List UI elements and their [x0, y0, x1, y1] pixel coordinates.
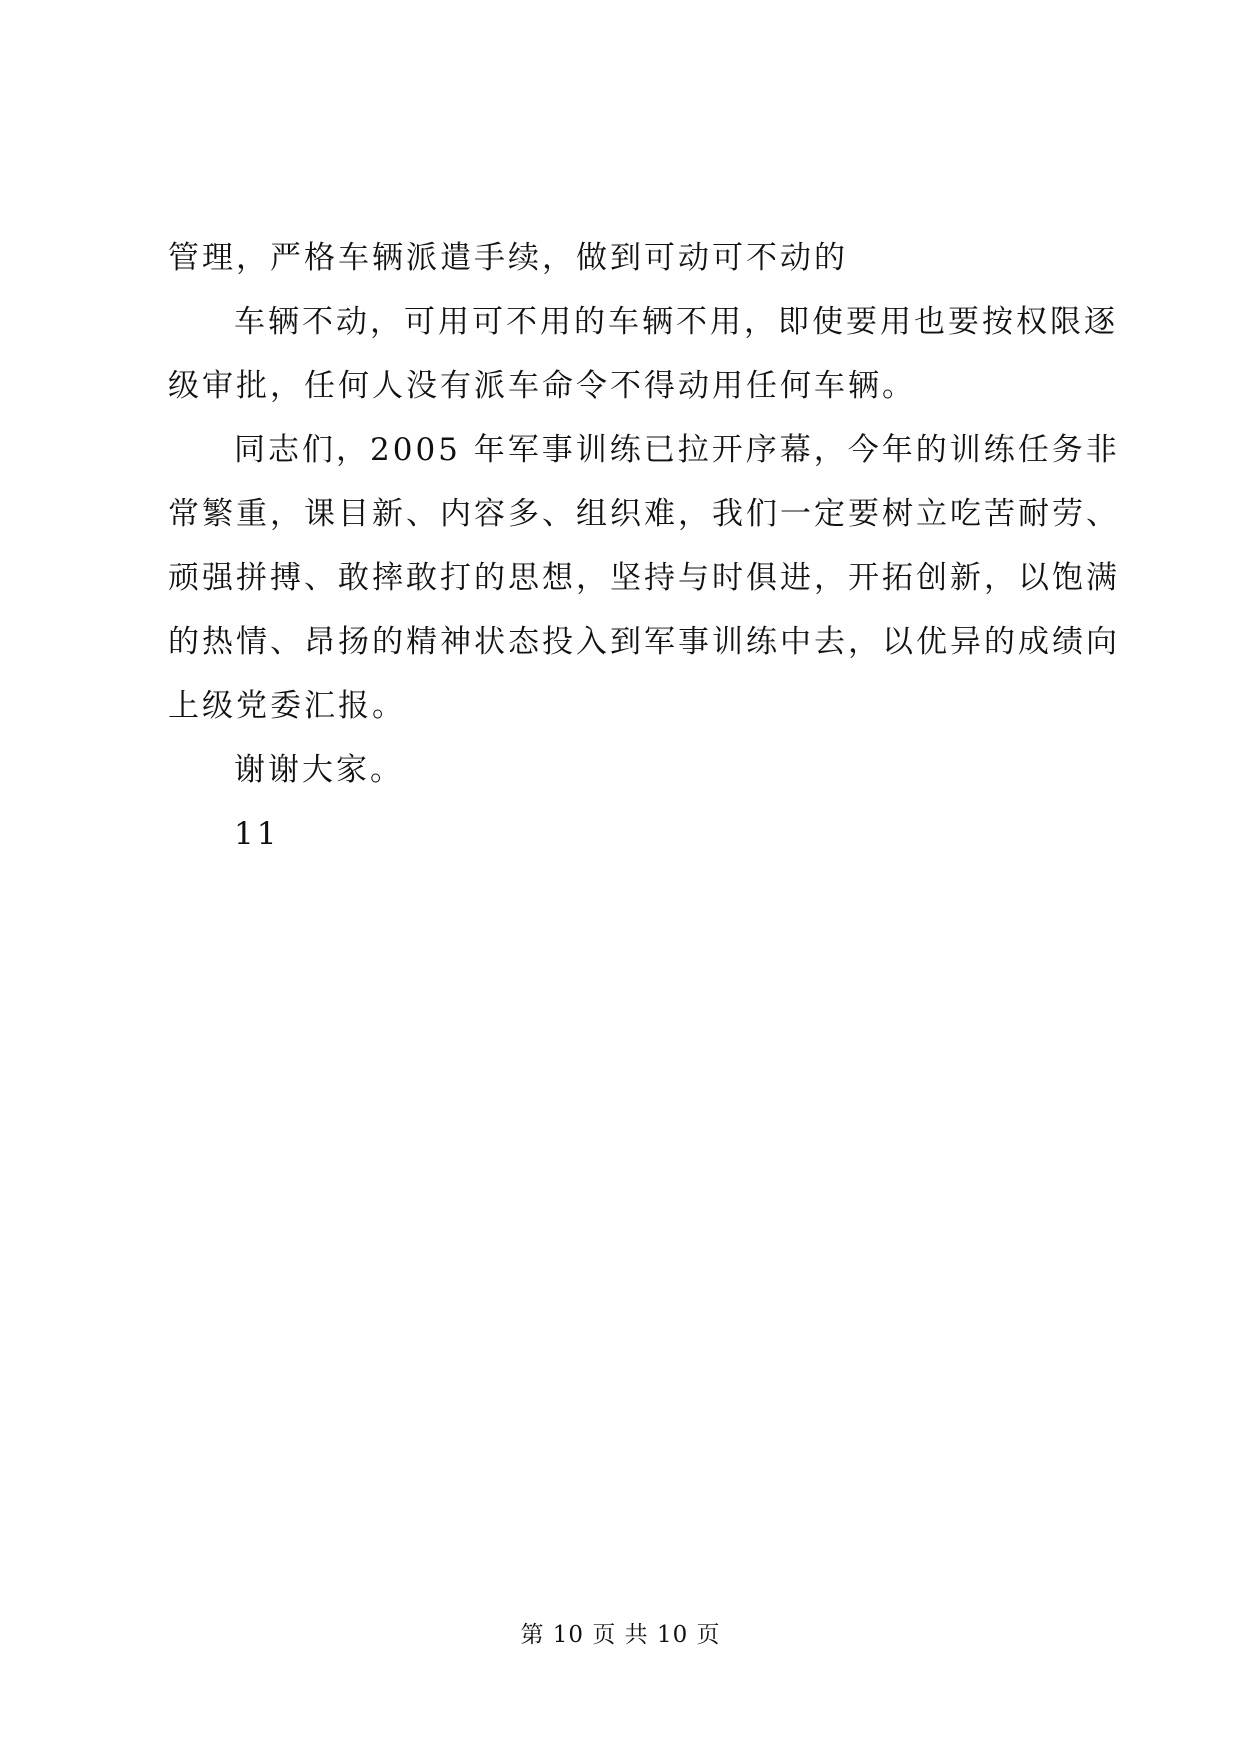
- text-line: 上级党委汇报。: [168, 688, 406, 724]
- page-footer: [0, 1616, 1241, 1649]
- text-line: 管理，严格车辆派遣手续，做到可动可不动的: [168, 240, 848, 276]
- text-line: 常繁重，课目新、内容多、组织难，我们一定要树立吃苦耐劳、: [168, 496, 1120, 532]
- text-line: 顽强拼搏、敢摔敢打的思想，坚持与时俱进，开拓创新，以饱满: [168, 560, 1120, 596]
- text-line: 车辆不动，可用可不用的车辆不用，即使要用也要按权限逐: [234, 304, 1118, 340]
- text-line: 同志们，2005 年军事训练已拉开序幕，今年的训练任务非: [234, 432, 1120, 468]
- text-line: 级审批，任何人没有派车命令不得动用任何车辆。: [168, 368, 916, 404]
- document-body: [168, 226, 1120, 866]
- text-line: 11: [234, 816, 280, 852]
- text-line: 的热情、昂扬的精神状态投入到军事训练中去，以优异的成绩向: [168, 624, 1120, 660]
- page-number-label: 第 10 页 共 10 页: [520, 1622, 721, 1648]
- text-line: 谢谢大家。: [234, 752, 404, 788]
